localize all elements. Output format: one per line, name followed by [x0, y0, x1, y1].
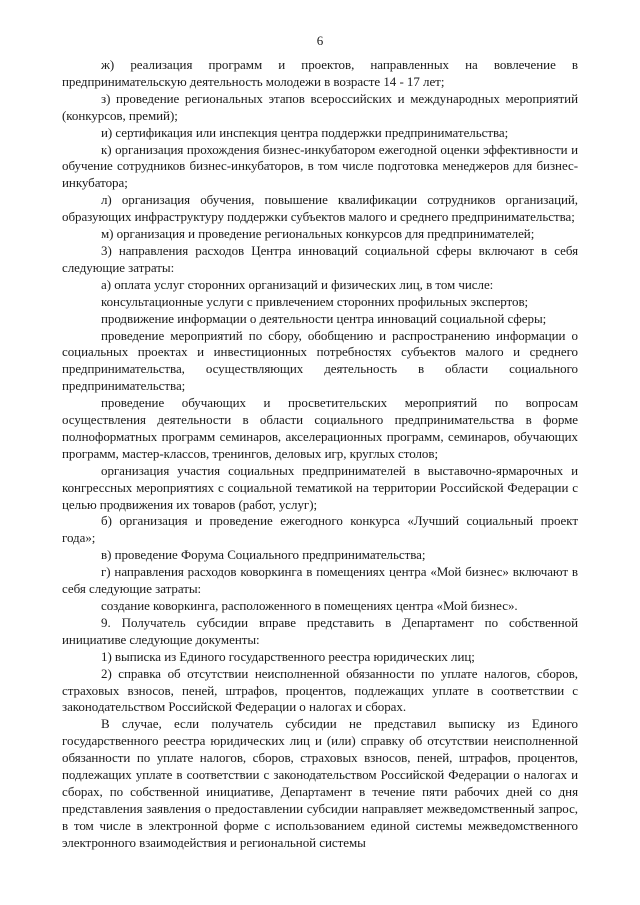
paragraph-3b: б) организация и проведение ежегодного конкурса «Лучший социальный проект года»; — [62, 513, 578, 546]
paragraph-z: з) проведение региональных этапов всероссийских и международных мероприятий (конкурсов, премий); — [62, 90, 578, 123]
paragraph-9-2: 2) справка об отсутствии неисполненной обязанности по уплате налогов, сборов, страховых взносов, пеней, штрафов, процентов, подлежащих уплате в соответствии с законодательством Российской Федерации о налогах и сборах. — [62, 665, 578, 715]
paragraph-exhibitions: организация участия социальных предпринимателей в выставочно-ярмарочных и конгрессных мероприятиях с социальной тематикой на территории Российской Федерации с целью продвижения их товаров (работ, услуг); — [62, 462, 578, 512]
page-number: 6 — [316, 33, 324, 48]
paragraph-i: и) сертификация или инспекция центра поддержки предпринимательства; — [101, 124, 509, 140]
paragraph-k: к) организация прохождения бизнес-инкубатором ежегодной оценки эффективности и обучение сотрудников бизнес-инкубаторов, в том числе подготовка менеджеров для бизнес-инкубатора; — [62, 141, 578, 191]
paragraph-l: л) организация обучения, повышение квалификации сотрудников организаций, образующих инфраструктуру поддержки субъектов малого и среднего предпринимательства; — [62, 192, 578, 225]
paragraph-info-events: проведение мероприятий по сбору, обобщению и распространению информации о социальных проектах и инвестиционных потребностях субъектов малого и среднего предпринимательства, осуществляющих деятельность в области социального предпринимательства; — [62, 327, 578, 394]
paragraph-coworking: создание коворкинга, расположенного в помещениях центра «Мой бизнес». — [101, 598, 518, 613]
paragraph-3v: в) проведение Форума Социального предпринимательства; — [101, 547, 426, 563]
paragraph-request: В случае, если получатель субсидии не представил выписку из Единого государственного реестра юридических лиц и (или) справку об отсутствии неисполненной обязанности по уплате налогов, сборов, страховых взносов, пеней, штрафов, процентов, подлежащих уплате в соответствии с законодательством Российской Федерации о налогах и сборах, по собственной инициативе, Департамент в течение пяти рабочих дней со дня представления заявления о предоставлении субсидии направляет межведомственный запрос, в том числе в электронной форме с использованием единой системы межведомственного электронного взаимодействия и региональной системы — [62, 716, 578, 850]
paragraph-zh: ж) реализация программ и проектов, направленных на вовлечение в предпринимательскую деятельность молодежи в возрасте 14 - 17 лет; — [62, 57, 578, 89]
paragraph-3: 3) направления расходов Центра инноваций социальной сферы включают в себя следующие затраты: — [62, 242, 578, 275]
paragraph-training-events: проведение обучающих и просветительских мероприятий по вопросам осуществления деятельности в области социального предпринимательства в форме полноформатных программ семинаров, акселерационных программ, семинаров, обучающих программ, мастер-классов, тренингов, деловых игр, круглых столов; — [62, 395, 578, 461]
paragraph-9: 9. Получатель субсидии вправе представить в Департамент по собственной инициативе следующие документы: — [62, 614, 578, 647]
paragraph-consulting: консультационные услуги с привлечением сторонних профильных экспертов; — [101, 293, 529, 309]
paragraph-3g: г) направления расходов коворкинга в помещениях центра «Мой бизнес» включают в себя следующие затраты: — [62, 564, 578, 597]
paragraph-3a: а) оплата услуг сторонних организаций и физических лиц, в том числе: — [101, 276, 494, 292]
paragraph-promotion: продвижение информации о деятельности центра инноваций социальной сферы; — [101, 310, 547, 326]
paragraph-9-1: 1) выписка из Единого государственного реестра юридических лиц; — [101, 648, 475, 664]
document-body — [62, 57, 578, 852]
paragraph-m: м) организация и проведение региональных конкурсов для предпринимателей; — [101, 226, 535, 242]
